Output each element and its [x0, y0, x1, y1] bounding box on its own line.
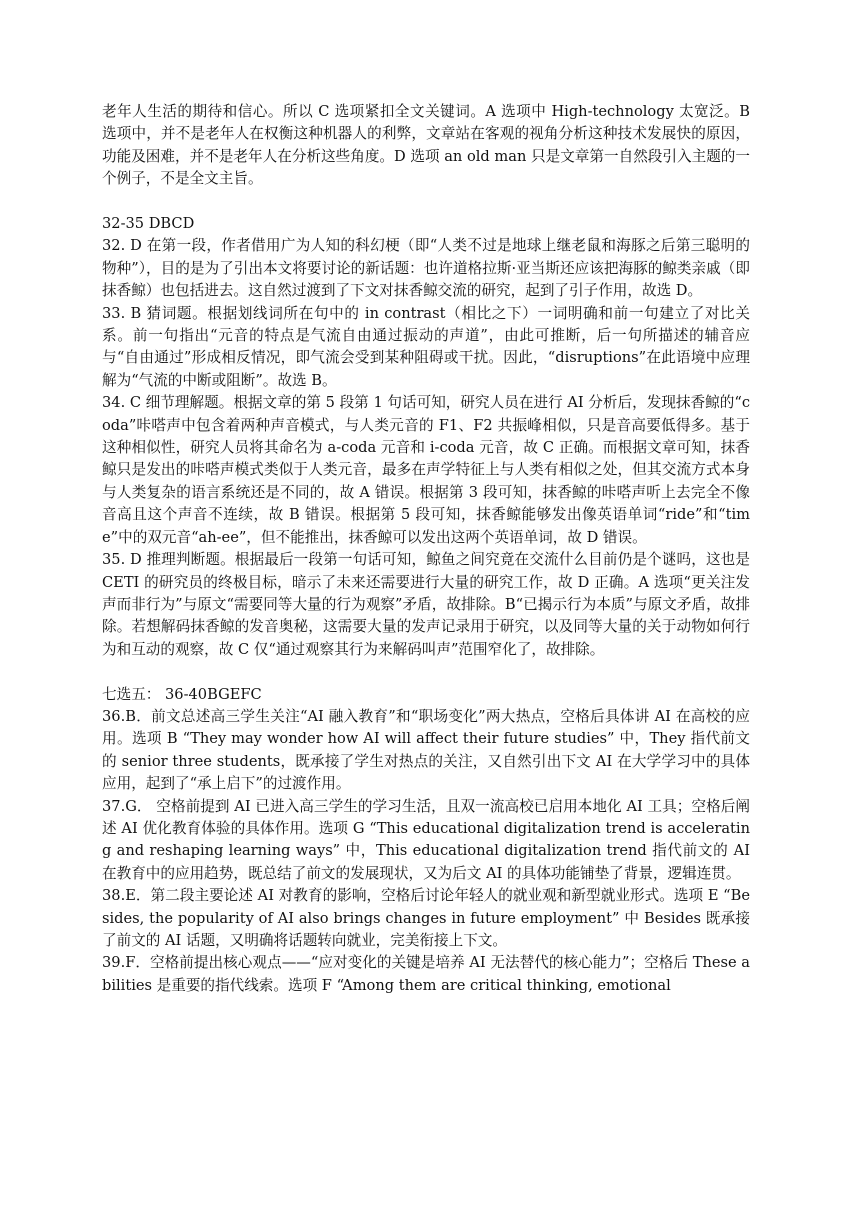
answer-key-36-40: 七选五： 36-40BGEFC	[102, 685, 262, 703]
paragraph-main-idea-analysis: 老年人生活的期待和信心。所以 C 选项紧扣全文关键词。A 选项中 High-technology 太宽泛。B 选项中，并不是老年人在权衡这种机器人的利弊，文章站在客观的视角分析这种技术发展快的原因，功能及困难，并不是老年人在分析这些角度。D 选项 an old man 只是文章第一自然段引入主题的一个例子，不是全文主旨。	[102, 103, 750, 188]
explanation-36: 36.B．前文总述高三学生关注“AI 融入教育”和“职场变化”两大热点，空格后具体讲 AI 在高校的应用。选项 B “They may wonder how AI will affect their future studies” 中，They 指代前文的 senior three students，既承接了学生对热点的关注，又自然引出下文 AI 在大学学习中的具体应用，起到了“承上启下”的过渡作用。	[102, 707, 750, 793]
explanation-39: 39.F．空格前提出核心观点——“应对变化的关键是培养 AI 无法替代的核心能力”；空格后 These abilities 是重要的指代线索。选项 F “Among them are critical thinking, emotional	[102, 954, 750, 994]
spacer	[102, 661, 750, 683]
explanation-34: 34. C 细节理解题。根据文章的第 5 段第 1 句话可知，研究人员在进行 AI 分析后，发现抹香鲸的“coda”咔嗒声中包含着两种声音模式，与人类元音的 F1、F2 共振峰相似，只是音高要低得多。基于这种相似性，研究人员将其命名为 a-coda 元音和 i-coda 元音，故 C 正确。而根据文章可知，抹香鲸只是发出的咔嗒声模式类似于人类元音，最多在声学特征上与人类有相似之处，但其交流方式本身与人类复杂的语言系统还是不同的，故 A 错误。根据第 3 段可知，抹香鲸的咔嗒声听上去完全不像音高且这个声音不连续，故 B 错误。根据第 5 段可知，抹香鲸能够发出像英语单词“ride”和“time”中的双元音“ah-ee”，但不能推出，抹香鲸可以发出这两个英语单词，故 D 错误。	[102, 394, 750, 546]
explanation-32: 32. D 在第一段，作者借用广为人知的科幻梗（即“人类不过是地球上继老鼠和海豚之后第三聪明的物种”），目的是为了引出本文将要讨论的新话题：也许道格拉斯·亚当斯还应该把海豚的鲸类亲戚（即抹香鲸）也包括进去。这自然过渡到了下文对抹香鲸交流的研究，起到了引子作用，故选 D。	[102, 237, 750, 300]
explanation-38: 38.E．第二段主要论述 AI 对教育的影响，空格后讨论年轻人的就业观和新型就业形式。选项 E “Besides, the popularity of AI also brings changes in future employment” 中 Besides 既承接了前文的 AI 话题，又明确将话题转向就业，完美衔接上下文。	[102, 887, 750, 949]
spacer	[102, 191, 750, 213]
document-page	[102, 101, 750, 997]
explanation-37: 37.G． 空格前提到 AI 已进入高三学生的学习生活，且双一流高校已启用本地化 AI 工具；空格后阐述 AI 优化教育体验的具体作用。选项 G “This educational digitalization trend is accelerating and reshaping learning ways” 中，This educational digitalization trend 指代前文的 AI 在教育中的应用趋势，既总结了前文的发展现状，又为后文 AI 的具体功能铺垫了背景，逻辑连贯。	[102, 797, 750, 882]
explanation-35: 35. D 推理判断题。根据最后一段第一句话可知，鲸鱼之间究竟在交流什么目前仍是个谜吗，这也是 CETI 的研究员的终极目标，暗示了未来还需要进行大量的研究工作，故 D 正确。A 选项“更关注发声而非行为”与原文“需要同等大量的行为观察”矛盾，故排除。B“已揭示行为本质”与原文矛盾，故排除。若想解码抹香鲸的发音奥秘，这需要大量的发声记录用于研究，以及同等大量的关于动物如何行为和互动的观察，故 C 仅“通过观察其行为来解码叫声”范围窄化了，故排除。	[102, 551, 750, 658]
answer-key-32-35: 32-35 DBCD	[102, 215, 195, 233]
explanation-33: 33. B 猜词题。根据划线词所在句中的 in contrast（相比之下）一词明确和前一句建立了对比关系。前一句指出“元音的特点是气流自由通过振动的声道”，由此可推断，后一句所描述的辅音应与“自由通过”形成相反情况，即气流会受到某种阻碍或干扰。因此，“disruptions”在此语境中应理解为“气流的中断或阻断”。故选 B。	[102, 304, 750, 389]
